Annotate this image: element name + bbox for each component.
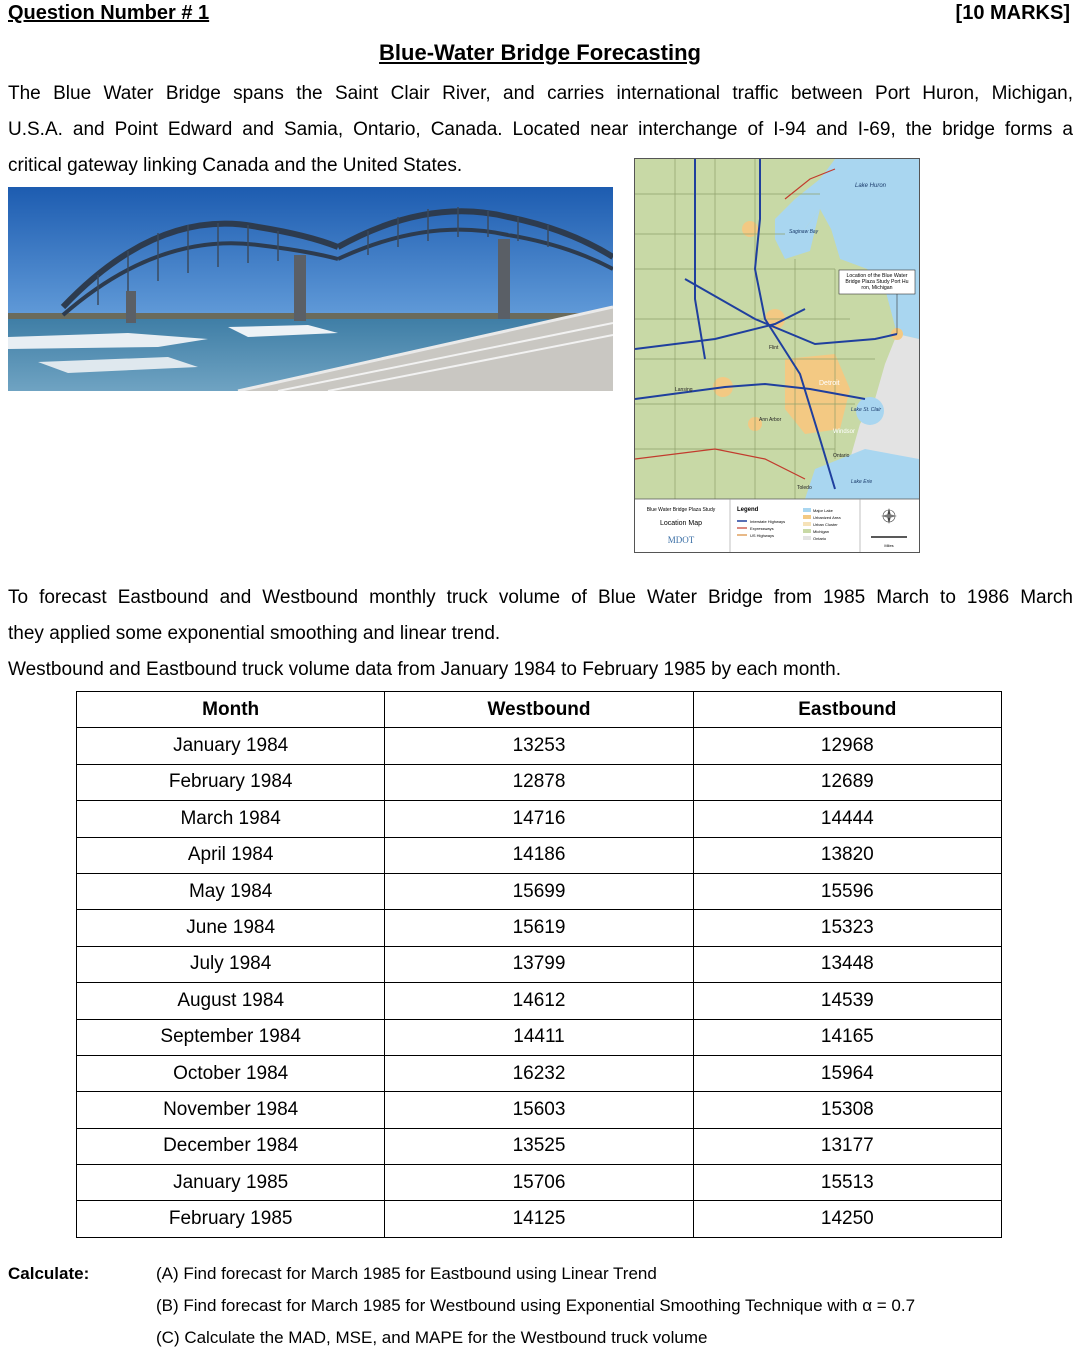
cell-westbound: 15619 [385,910,693,946]
cell-westbound: 14612 [385,983,693,1019]
body-line-2: they applied some exponential smoothing and linear trend. [8,623,501,644]
cell-month: November 1984 [77,1092,385,1128]
cell-westbound: 15603 [385,1092,693,1128]
table-row [77,873,1002,909]
map-legend-item: Interstate Highways [750,519,786,524]
column-header-eastbound: Eastbound [693,692,1001,728]
map-legend-item-right: Urban Cluster [813,522,838,527]
cell-month: September 1984 [77,1019,385,1055]
column-header-westbound: Westbound [385,692,693,728]
table-body [77,728,1002,1237]
cell-westbound: 14125 [385,1201,693,1237]
map-lansing: Lansing [675,387,693,393]
body-line-1: To forecast Eastbound and Westbound monthly truck volume of Blue Water Bridge from 1985 March to 1986 March [8,587,1073,608]
cell-month: March 1984 [77,801,385,837]
cell-westbound: 13799 [385,946,693,982]
cell-eastbound: 15513 [693,1165,1001,1201]
calculate-item-c: (C) Calculate the MAD, MSE, and MAPE for the Westbound truck volume [156,1328,708,1347]
map-legend-item-right: Ontario [813,536,827,541]
table-row [77,801,1002,837]
cell-month: January 1984 [77,728,385,764]
bridge-photo-svg [8,187,613,391]
table-row [77,1201,1002,1237]
calculate-item-b: (B) Find forecast for March 1985 for Westbound using Exponential Smoothing Technique with α = 0.7 [156,1296,916,1315]
map-legend-title: Legend [737,507,759,513]
cell-month: February 1984 [77,764,385,800]
cell-westbound: 15706 [385,1165,693,1201]
cell-westbound: 13525 [385,1128,693,1164]
cell-eastbound: 15323 [693,910,1001,946]
table-row [77,837,1002,873]
cell-eastbound: 12968 [693,728,1001,764]
cell-westbound: 12878 [385,764,693,800]
map-saginaw-bay: Saginaw Bay [789,229,819,235]
table-row [77,1128,1002,1164]
table-row [77,1055,1002,1091]
map-lake-st-clair: Lake St. Clair [851,407,882,413]
map-scale-unit: Miles [884,543,894,548]
cell-month: December 1984 [77,1128,385,1164]
cell-month: January 1985 [77,1165,385,1201]
map-lake-erie: Lake Erie [851,479,873,485]
cell-eastbound: 15964 [693,1055,1001,1091]
map-legend-item-right: Major Lake [813,508,833,513]
map-location-label: Location of the Blue Water Bridge Plaza Study Port Hu ron, Michigan [845,273,909,291]
column-header-month: Month [77,692,385,728]
cell-eastbound: 15596 [693,873,1001,909]
cell-eastbound: 14444 [693,801,1001,837]
truck-volume-table [76,691,1002,1238]
table-row [77,728,1002,764]
cell-westbound: 14411 [385,1019,693,1055]
bridge-photo [8,187,613,391]
map-study-name: Blue Water Bridge Plaza Study [646,507,716,513]
table-row [77,1019,1002,1055]
location-map-svg [635,159,919,552]
table-row [77,910,1002,946]
page-title: Blue-Water Bridge Forecasting [379,40,701,65]
cell-westbound: 16232 [385,1055,693,1091]
cell-eastbound: 15308 [693,1092,1001,1128]
cell-eastbound: 14250 [693,1201,1001,1237]
cell-month: August 1984 [77,983,385,1019]
calculate-label: Calculate: [8,1264,90,1283]
table-row [77,983,1002,1019]
map-agency: MDOT [667,535,695,545]
cell-month: June 1984 [77,910,385,946]
question-number: Question Number # 1 [8,2,210,24]
map-lake-huron: Lake Huron [855,183,887,189]
map-legend-item: Expressways [750,526,774,531]
cell-eastbound: 12689 [693,764,1001,800]
table-row [77,1092,1002,1128]
cell-eastbound: 14165 [693,1019,1001,1055]
map-legend-item-right: Urbanized Area [813,515,841,520]
map-ann-arbor: Ann Arbor [759,417,782,423]
map-toledo: Toledo [797,485,812,491]
map-ontario: Ontario [833,453,850,459]
cell-month: July 1984 [77,946,385,982]
map-detroit: Detroit [819,380,840,387]
cell-westbound: 15699 [385,873,693,909]
cell-eastbound: 14539 [693,983,1001,1019]
map-flint: Flint [769,345,779,351]
map-legend-item-right: Michigan [813,529,830,534]
map-map-name: Location Map [659,520,703,527]
table-row [77,946,1002,982]
body-paragraph [8,580,1073,688]
cell-eastbound: 13820 [693,837,1001,873]
marks-label: [10 MARKS] [955,2,1070,24]
intro-line-3: critical gateway linking Canada and the United States. [8,155,463,176]
cell-westbound: 14186 [385,837,693,873]
calculate-item-a: (A) Find forecast for March 1985 for Eastbound using Linear Trend [156,1264,657,1283]
table-row [77,764,1002,800]
intro-line-2: U.S.A. and Point Edward and Samia, Ontario, Canada. Located near interchange of I-94 and I-69, the bridge forms a [8,119,1073,140]
cell-westbound: 14716 [385,801,693,837]
intro-line-1: The Blue Water Bridge spans the Saint Clair River, and carries international traffic between Port Huron, Michigan, [8,83,1073,104]
cell-month: May 1984 [77,873,385,909]
table-header-row [77,692,1002,728]
cell-eastbound: 13177 [693,1128,1001,1164]
cell-month: February 1985 [77,1201,385,1237]
map-windsor: Windsor [833,429,856,435]
location-map [634,158,920,553]
cell-month: October 1984 [77,1055,385,1091]
map-legend-item: US Highways [750,533,775,538]
cell-westbound: 13253 [385,728,693,764]
cell-month: April 1984 [77,837,385,873]
body-line-3: Westbound and Eastbound truck volume data from January 1984 to February 1985 by each month. [8,659,841,680]
cell-eastbound: 13448 [693,946,1001,982]
table-row [77,1165,1002,1201]
